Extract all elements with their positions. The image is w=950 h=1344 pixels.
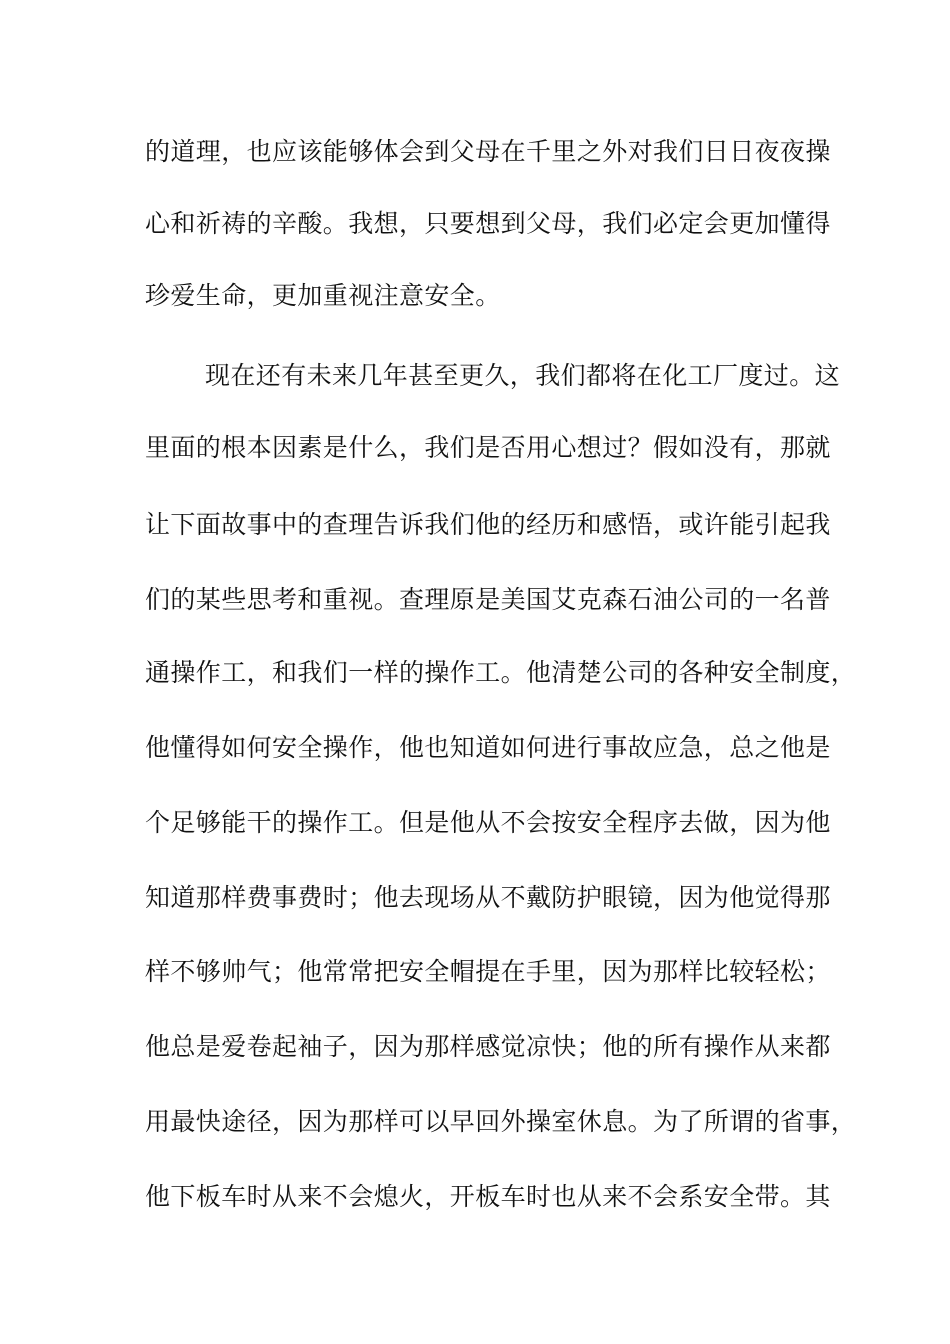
paragraph-line: 的道理，也应该能够体会到父母在千里之外对我们日日夜夜操 xyxy=(145,137,831,166)
paragraph-line: 珍爱生命，更加重视注意安全。 xyxy=(145,281,501,310)
paragraph-line: 通操作工，和我们一样的操作工。他清楚公司的各种安全制度， xyxy=(145,658,857,687)
paragraph-line: 现在还有未来几年甚至更久，我们都将在化工厂度过。这 xyxy=(205,361,841,390)
paragraph-line: 知道那样费事费时；他去现场从不戴防护眼镜，因为他觉得那 xyxy=(145,883,831,912)
paragraph-line: 里面的根本因素是什么，我们是否用心想过？假如没有，那就 xyxy=(145,433,831,462)
paragraph-line: 用最快途径，因为那样可以早回外操室休息。为了所谓的省事， xyxy=(145,1107,857,1136)
paragraph-line: 他总是爱卷起袖子，因为那样感觉凉快；他的所有操作从来都 xyxy=(145,1032,831,1061)
paragraph-line: 他下板车时从来不会熄火，开板车时也从来不会系安全带。其 xyxy=(145,1182,831,1211)
paragraph-line: 个足够能干的操作工。但是他从不会按安全程序去做，因为他 xyxy=(145,808,831,837)
paragraph-line: 让下面故事中的查理告诉我们他的经历和感悟，或许能引起我 xyxy=(145,510,831,539)
paragraph-line: 他懂得如何安全操作，他也知道如何进行事故应急，总之他是 xyxy=(145,733,831,762)
paragraph-line: 心和祈祷的辛酸。我想，只要想到父母，我们必定会更加懂得 xyxy=(145,209,831,238)
paragraph-line: 样不够帅气；他常常把安全帽提在手里，因为那样比较轻松； xyxy=(145,957,831,986)
paragraph-line: 们的某些思考和重视。查理原是美国艾克森石油公司的一名普 xyxy=(145,585,831,614)
